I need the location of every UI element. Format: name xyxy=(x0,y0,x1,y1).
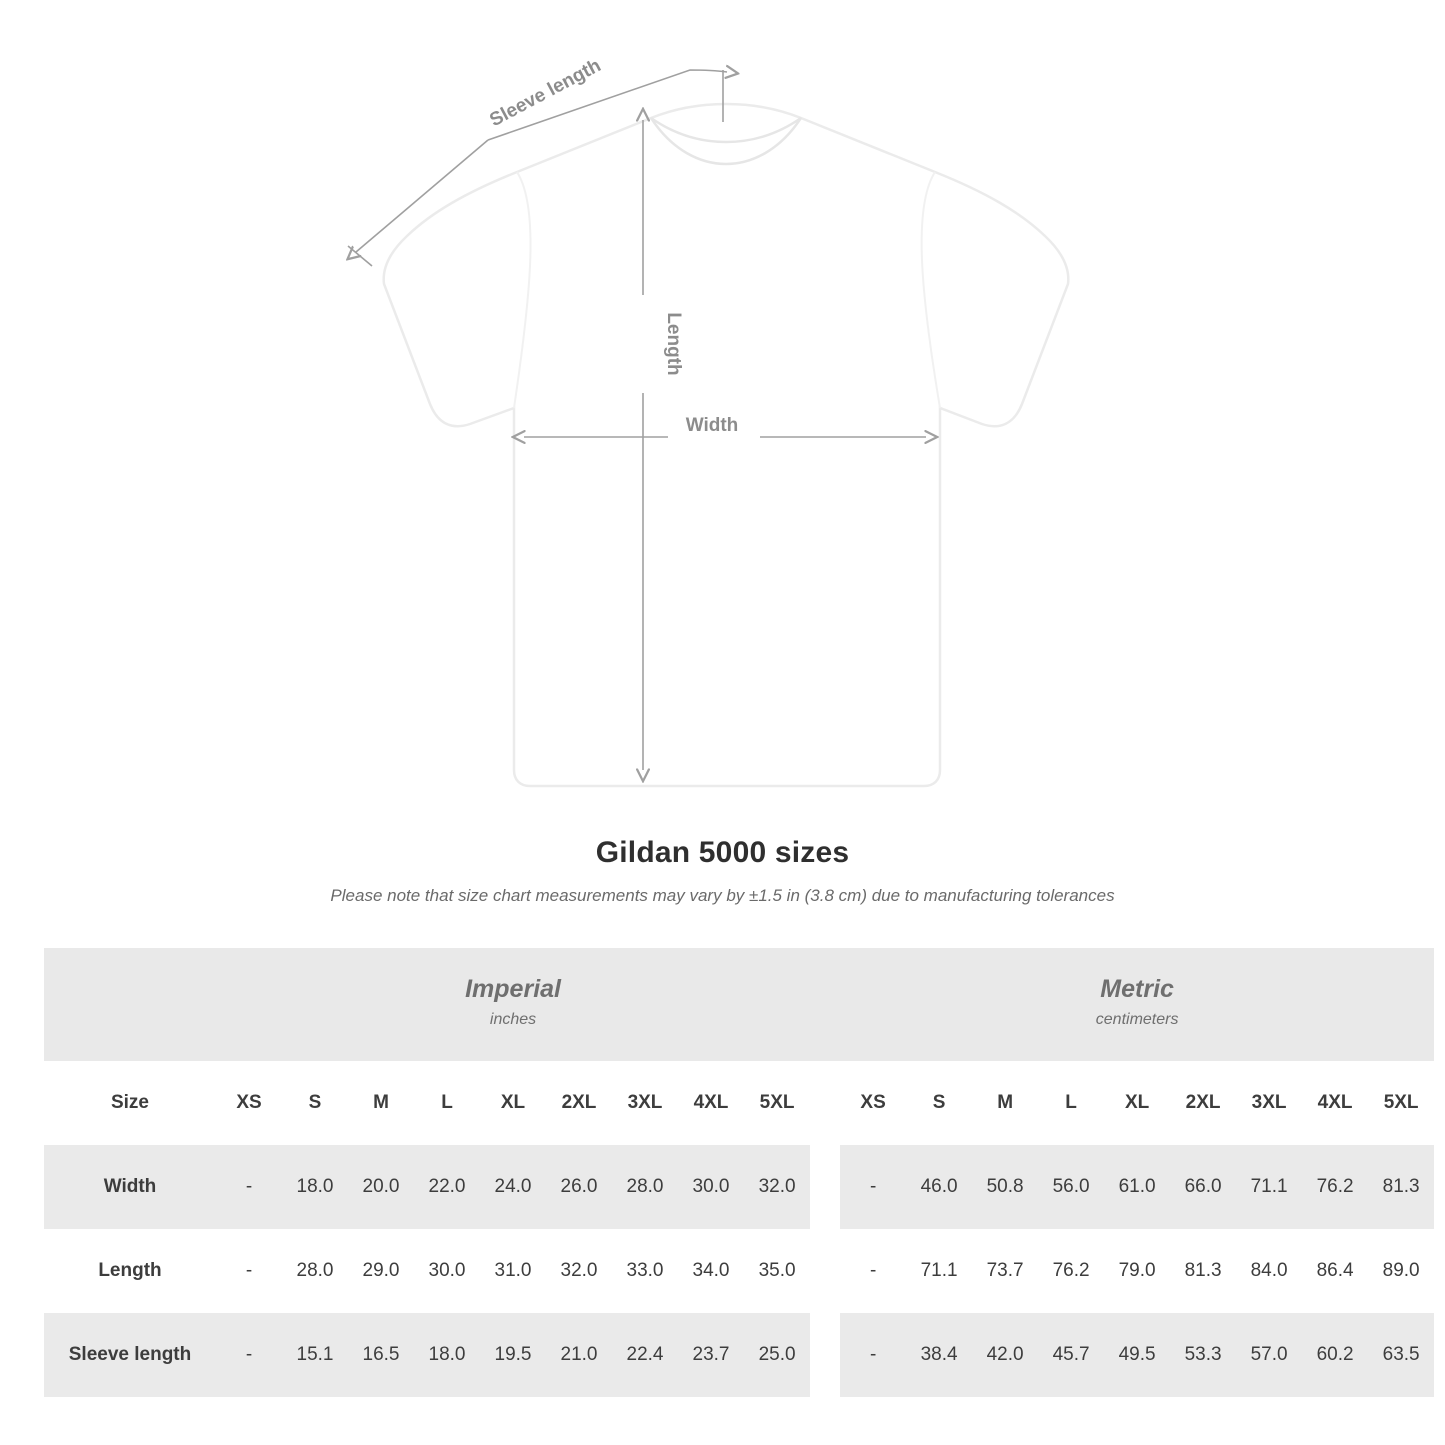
measurement-cell: 76.2 xyxy=(1038,1229,1104,1313)
measurement-cell: 32.0 xyxy=(744,1145,810,1229)
unit-header-imperial xyxy=(216,948,810,1061)
unit-name: Metric xyxy=(1100,975,1174,1004)
measurement-cell: 57.0 xyxy=(1236,1313,1302,1397)
measurement-cell: 18.0 xyxy=(282,1145,348,1229)
unit-subtitle: centimeters xyxy=(1095,1010,1179,1028)
row-label: Width xyxy=(44,1145,216,1229)
measurement-cell: 86.4 xyxy=(1302,1229,1368,1313)
measurement-cell: - xyxy=(840,1313,906,1397)
measurement-cell: 18.0 xyxy=(414,1313,480,1397)
size-header-cell: XS xyxy=(840,1061,906,1145)
measurement-cell: 16.5 xyxy=(348,1313,414,1397)
measurement-cell: 23.7 xyxy=(678,1313,744,1397)
measurement-cell: 71.1 xyxy=(906,1229,972,1313)
measurement-cell: - xyxy=(840,1229,906,1313)
unit-header-spacer xyxy=(44,948,216,1061)
size-header-cell: 3XL xyxy=(1236,1061,1302,1145)
page-title: Gildan 5000 sizes xyxy=(595,836,850,869)
measurement-cell: 84.0 xyxy=(1236,1229,1302,1313)
width-label: Width xyxy=(685,415,739,436)
column-gap xyxy=(810,1229,840,1313)
table-row xyxy=(44,1313,1434,1397)
size-header-label: Size xyxy=(44,1061,216,1145)
measurement-cell: 71.1 xyxy=(1236,1145,1302,1229)
measurement-cell: 89.0 xyxy=(1368,1229,1434,1313)
column-gap xyxy=(810,1061,840,1145)
measurement-cell: 30.0 xyxy=(678,1145,744,1229)
table-size-header-row xyxy=(44,1061,1434,1145)
size-header-cell: L xyxy=(414,1061,480,1145)
size-table-container xyxy=(44,948,1420,1397)
measurement-cell: 63.5 xyxy=(1368,1313,1434,1397)
length-label: Length xyxy=(663,312,684,376)
measurement-cell: - xyxy=(216,1229,282,1313)
measurement-cell: 49.5 xyxy=(1104,1313,1170,1397)
measurement-cell: 32.0 xyxy=(546,1229,612,1313)
measurement-cell: 76.2 xyxy=(1302,1145,1368,1229)
measurement-cell: 42.0 xyxy=(972,1313,1038,1397)
measurement-cell: 53.3 xyxy=(1170,1313,1236,1397)
size-header-cell: XL xyxy=(1104,1061,1170,1145)
size-table xyxy=(44,948,1434,1397)
size-header-cell: XS xyxy=(216,1061,282,1145)
size-header-cell: M xyxy=(972,1061,1038,1145)
measurement-cell: 21.0 xyxy=(546,1313,612,1397)
measurement-cell: 60.2 xyxy=(1302,1313,1368,1397)
measurement-cell: 22.0 xyxy=(414,1145,480,1229)
size-header-cell: S xyxy=(906,1061,972,1145)
table-row xyxy=(44,1229,1434,1313)
measurement-cell: 26.0 xyxy=(546,1145,612,1229)
measurement-cell: - xyxy=(840,1145,906,1229)
size-header-cell: XL xyxy=(480,1061,546,1145)
row-label: Length xyxy=(44,1229,216,1313)
measurement-cell: 34.0 xyxy=(678,1229,744,1313)
size-header-cell: 2XL xyxy=(1170,1061,1236,1145)
measurement-cell: 33.0 xyxy=(612,1229,678,1313)
size-header-cell: L xyxy=(1038,1061,1104,1145)
column-gap xyxy=(810,1145,840,1229)
measurement-cell: 46.0 xyxy=(906,1145,972,1229)
measurement-cell: 45.7 xyxy=(1038,1313,1104,1397)
row-label: Sleeve length xyxy=(44,1313,216,1397)
size-header-cell: M xyxy=(348,1061,414,1145)
measurement-cell: 25.0 xyxy=(744,1313,810,1397)
measurement-cell: 24.0 xyxy=(480,1145,546,1229)
size-header-cell: 3XL xyxy=(612,1061,678,1145)
measurement-cell: 73.7 xyxy=(972,1229,1038,1313)
measurement-cell: 28.0 xyxy=(612,1145,678,1229)
size-header-cell: 2XL xyxy=(546,1061,612,1145)
measurement-cell: 28.0 xyxy=(282,1229,348,1313)
measurement-cell: 30.0 xyxy=(414,1229,480,1313)
sleeve-length-label: Sleeve length xyxy=(486,55,605,132)
measurement-cell: 79.0 xyxy=(1104,1229,1170,1313)
column-gap xyxy=(810,1313,840,1397)
measurement-cell: 38.4 xyxy=(906,1313,972,1397)
tshirt-shape xyxy=(384,104,1069,786)
measurement-cell: 19.5 xyxy=(480,1313,546,1397)
measurement-cell: 56.0 xyxy=(1038,1145,1104,1229)
table-unit-header-row xyxy=(44,948,1434,1061)
size-header-cell: 4XL xyxy=(678,1061,744,1145)
unit-subtitle: inches xyxy=(489,1010,537,1028)
measurement-cell: 29.0 xyxy=(348,1229,414,1313)
unit-name: Imperial xyxy=(465,975,561,1004)
measurement-cell: - xyxy=(216,1145,282,1229)
measurement-cell: 35.0 xyxy=(744,1229,810,1313)
measurement-cell: 50.8 xyxy=(972,1145,1038,1229)
size-header-cell: 4XL xyxy=(1302,1061,1368,1145)
measurement-cell: - xyxy=(216,1313,282,1397)
measurement-cell: 20.0 xyxy=(348,1145,414,1229)
measurement-cell: 22.4 xyxy=(612,1313,678,1397)
unit-header-gap xyxy=(810,948,840,1061)
measurement-cell: 15.1 xyxy=(282,1313,348,1397)
measurement-cell: 31.0 xyxy=(480,1229,546,1313)
measurement-cell: 81.3 xyxy=(1170,1229,1236,1313)
table-row xyxy=(44,1145,1434,1229)
measurement-cell: 61.0 xyxy=(1104,1145,1170,1229)
size-header-cell: S xyxy=(282,1061,348,1145)
tolerance-note: Please note that size chart measurements may vary by ±1.5 in (3.8 cm) due to manufacturing tolerances xyxy=(330,886,1115,905)
measurement-cell: 66.0 xyxy=(1170,1145,1236,1229)
measurement-cell: 81.3 xyxy=(1368,1145,1434,1229)
size-header-cell: 5XL xyxy=(1368,1061,1434,1145)
size-header-cell: 5XL xyxy=(744,1061,810,1145)
unit-header-metric xyxy=(840,948,1434,1061)
